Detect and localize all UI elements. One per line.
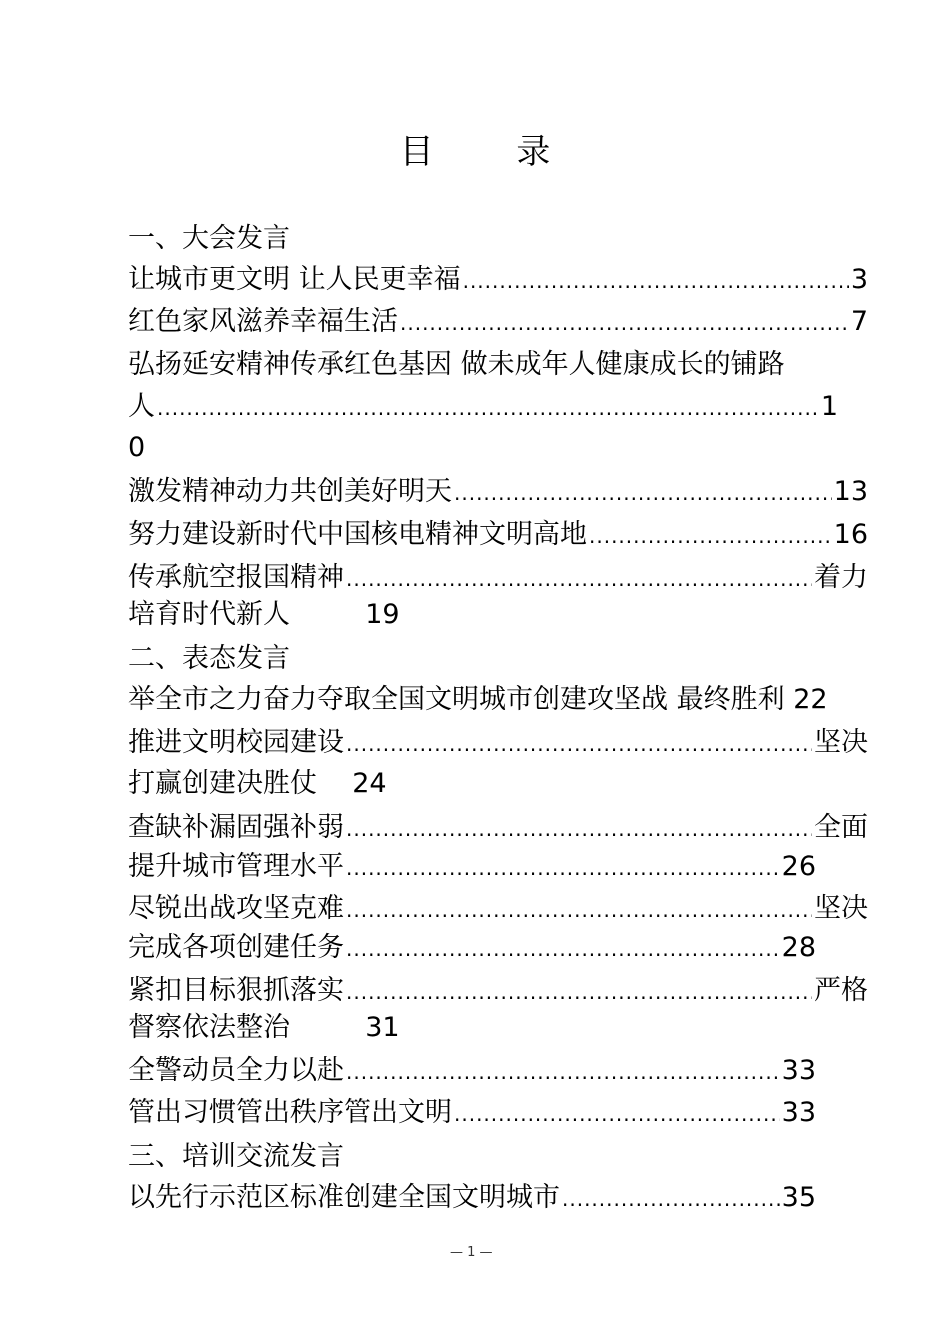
toc-entry-title-cont: 完成各项创建任务: [128, 932, 344, 963]
toc-entry[interactable]: [128, 1051, 816, 1091]
section-heading: 二、表态发言: [128, 643, 290, 674]
toc-entry[interactable]: [128, 723, 868, 763]
leader-dots: [400, 303, 849, 343]
toc-entry[interactable]: [128, 387, 838, 427]
toc-entry-page-cont: 0: [128, 432, 146, 463]
toc-entry[interactable]: [128, 889, 868, 929]
toc-entry-page: 26: [781, 851, 816, 882]
toc-entry-page: 35: [781, 1182, 816, 1213]
toc-entry-title[interactable]: 弘扬延安精神传承红色基因 做未成年人健康成长的铺路: [128, 349, 785, 380]
leader-dots: [346, 724, 812, 764]
toc-entry[interactable]: [128, 1093, 816, 1133]
toc-entry-title-cont: 培育时代新人: [128, 599, 290, 630]
toc-entry-page: 13: [833, 476, 868, 507]
toc-entry[interactable]: [128, 472, 868, 512]
toc-entry-page: 19: [365, 599, 400, 630]
toc-entry-title-cont: 人: [128, 391, 155, 422]
toc-entry[interactable]: [128, 558, 868, 598]
toc-entry-continuation[interactable]: [128, 595, 868, 635]
toc-entry-page: 1: [820, 391, 838, 422]
toc-entry-title: 推进文明校园建设: [128, 727, 344, 758]
toc-entry-page: 33: [781, 1097, 816, 1128]
toc-entry-title: 管出习惯管出秩序管出文明: [128, 1097, 452, 1128]
toc-entry-title-cont: 提升城市管理水平: [128, 851, 344, 882]
leader-dots: [346, 890, 812, 930]
leader-dots: [589, 516, 832, 556]
leader-dots: [562, 1179, 780, 1219]
leader-dots: [454, 1094, 780, 1134]
leader-dots: [454, 473, 832, 513]
toc-entry-title-tail: 坚决: [814, 893, 868, 924]
toc-entry-continuation[interactable]: [128, 764, 868, 804]
toc-entry-title: 努力建设新时代中国核电精神文明高地: [128, 519, 587, 550]
toc-entry-title: 紧扣目标狠抓落实: [128, 975, 344, 1006]
toc-entry-title-tail: 坚决: [814, 727, 868, 758]
toc-entry-title: 查缺补漏固强补弱: [128, 812, 344, 843]
toc-entry-title: 尽锐出战攻坚克难: [128, 893, 344, 924]
leader-dots: [346, 929, 780, 969]
toc-entry[interactable]: [128, 1178, 816, 1218]
toc-entry[interactable]: [128, 260, 868, 300]
leader-dots: [346, 848, 780, 888]
toc-entry[interactable]: [128, 971, 868, 1011]
section-heading: 三、培训交流发言: [128, 1141, 344, 1172]
toc-entry-title: 举全市之力奋力夺取全国文明城市创建攻坚战 最终胜利: [128, 684, 785, 715]
toc-entry-title-tail: 严格: [814, 975, 868, 1006]
toc-entry-page: 24: [352, 768, 387, 799]
page-title: 目 录: [399, 132, 587, 172]
toc-entry-continuation[interactable]: [128, 847, 816, 887]
toc-entry-title: 激发精神动力共创美好明天: [128, 476, 452, 507]
leader-dots: [157, 388, 819, 428]
toc-entry-page: 3: [850, 264, 868, 295]
toc-entry-page: 22: [793, 684, 828, 715]
leader-dots: [346, 1052, 780, 1092]
toc-entry-continuation[interactable]: [128, 1008, 868, 1048]
toc-entry-title: 红色家风滋养幸福生活: [128, 306, 398, 337]
toc-entry-title: 以先行示范区标准创建全国文明城市: [128, 1182, 560, 1213]
section-heading: 一、大会发言: [128, 223, 290, 254]
toc-entry-title-cont: 督察依法整治: [128, 1012, 290, 1043]
toc-entry-page: 28: [781, 932, 816, 963]
toc-entry-page: 31: [365, 1012, 400, 1043]
toc-entry-continuation[interactable]: [128, 928, 816, 968]
toc-entry-title: 全警动员全力以赴: [128, 1055, 344, 1086]
leader-dots: [463, 261, 849, 301]
toc-entry-page: 7: [850, 306, 868, 337]
toc-entry[interactable]: [128, 302, 868, 342]
toc-entry-title-tail: 着力: [814, 562, 868, 593]
page-footer-number: — 1 —: [450, 1245, 493, 1260]
toc-entry-page: 33: [781, 1055, 816, 1086]
toc-entry[interactable]: [128, 680, 868, 720]
leader-dots: [346, 809, 812, 849]
toc-entry[interactable]: [128, 515, 868, 555]
toc-entry-title-cont: 打赢创建决胜仗: [128, 768, 317, 799]
leader-dots: [346, 972, 812, 1012]
leader-dots: [346, 559, 812, 599]
toc-entry-title: 让城市更文明 让人民更幸福: [128, 264, 461, 295]
toc-entry[interactable]: [128, 808, 868, 848]
toc-entry-page: 16: [833, 519, 868, 550]
toc-entry-title: 传承航空报国精神: [128, 562, 344, 593]
toc-entry-title-tail: 全面: [814, 812, 868, 843]
